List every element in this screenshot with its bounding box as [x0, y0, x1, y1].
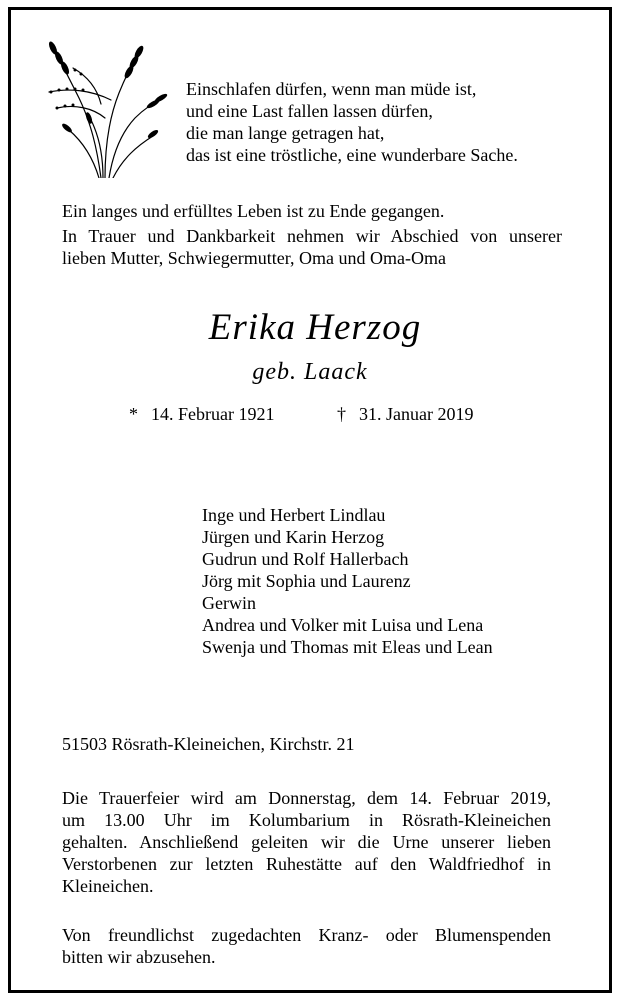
service-line: Kleineichen.: [62, 876, 154, 896]
mourner-item: Jürgen und Karin Herzog: [202, 527, 385, 547]
mourner-item: Gerwin: [202, 593, 256, 613]
mourner-item: Swenja und Thomas mit Eleas und Lean: [202, 637, 493, 657]
intro-line: In Trauer und Dankbarkeit nehmen wir Abschied von unserer: [62, 226, 562, 246]
service-line: Die Trauerfeier wird am Donnerstag, dem 14. Februar 2019,: [62, 788, 551, 808]
mourner-item: Gudrun und Rolf Hallerbach: [202, 549, 409, 569]
poem: [186, 78, 518, 166]
poem-line: Einschlafen dürfen, wenn man müde ist,: [186, 79, 477, 99]
flower-request: [62, 924, 551, 968]
mourner-item: Jörg mit Sophia und Laurenz: [202, 571, 411, 591]
request-line: Von freundlichst zugedachten Kranz- oder Blumenspenden: [62, 925, 551, 945]
deceased-name: Erika Herzog: [208, 307, 422, 348]
poem-line: die man lange getragen hat,: [186, 123, 385, 143]
mourners-list: [202, 504, 493, 658]
intro-text: [62, 200, 562, 269]
wheat-ears-icon: [39, 38, 177, 178]
service-info: [62, 787, 551, 897]
service-line: um 13.00 Uhr im Kolumbarium in Rösrath-Kleineichen: [62, 810, 551, 830]
mourner-item: Andrea und Volker mit Luisa und Lena: [202, 615, 484, 635]
birth-star-icon: *: [129, 404, 138, 424]
address: 51503 Rösrath-Kleineichen, Kirchstr. 21: [62, 734, 355, 754]
intro-line: Ein langes und erfülltes Leben ist zu Ende gegangen.: [62, 201, 445, 221]
birth-date: 14. Februar 1921: [151, 404, 275, 424]
intro-line: lieben Mutter, Schwiegermutter, Oma und Oma-Oma: [62, 248, 446, 268]
death-cross-icon: †: [337, 404, 346, 424]
maiden-name: geb. Laack: [252, 359, 368, 385]
service-line: gehalten. Anschließend geleiten wir die Urne unserer lieben: [62, 832, 551, 852]
death-date: 31. Januar 2019: [359, 404, 474, 424]
mourner-item: Inge und Herbert Lindlau: [202, 505, 386, 525]
request-line: bitten wir abzusehen.: [62, 947, 216, 967]
poem-line: und eine Last fallen lassen dürfen,: [186, 101, 433, 121]
poem-line: das ist eine tröstliche, eine wunderbare Sache.: [186, 145, 518, 165]
death-info: [337, 403, 473, 425]
birth-info: [129, 403, 274, 425]
service-line: Verstorbenen zur letzten Ruhestätte auf den Waldfriedhof in: [62, 854, 551, 874]
obituary-notice: [8, 7, 612, 993]
